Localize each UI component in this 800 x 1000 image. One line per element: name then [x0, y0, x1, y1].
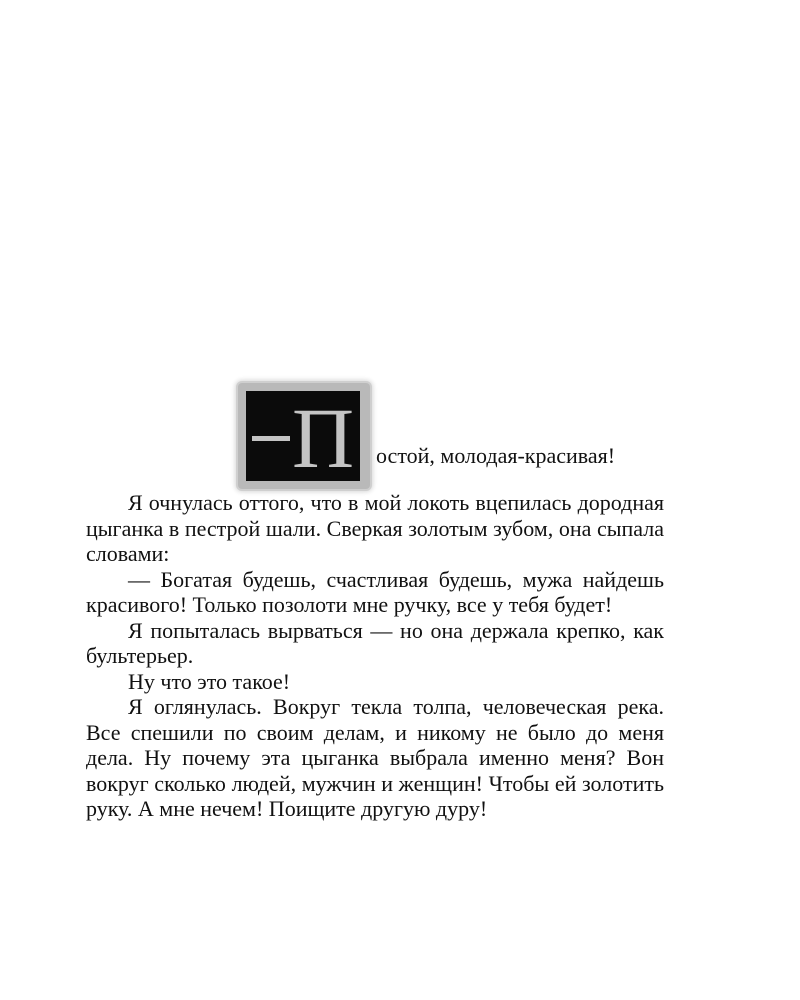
- paragraph: Я очнулась оттого, что в мой локоть вцепилась дородная цыганка в пестрой шали. Сверкая золотым зубом, она сыпала словами:: [86, 490, 664, 566]
- dropcap-block: [246, 390, 360, 486]
- dropcap-dash: [252, 436, 290, 441]
- paragraph: Я попыталась вырваться — но она держала крепко, как бультерьер.: [86, 617, 664, 668]
- paragraph: Ну что это такое!: [128, 668, 291, 694]
- dropcap-ornament: [238, 383, 370, 489]
- dropcap-letter: П: [291, 390, 355, 486]
- paragraph: — Богатая будешь, счастливая будешь, мужа найдешь красивого! Только позолоти мне ручку, все у тебя будет!: [86, 566, 664, 617]
- opening-line: остой, молодая-красивая!: [376, 443, 616, 468]
- paragraph: Я оглянулась. Вокруг текла толпа, человеческая река. Все спешили по своим делам, и никому не было до меня дела. Ну почему эта цыганка выбрала именно меня? Вон вокруг сколько людей, мужчин и женщин! Чтобы ей золотить руку. А мне нечем! Поищите другую дуру!: [86, 694, 664, 821]
- body-text: [86, 490, 664, 822]
